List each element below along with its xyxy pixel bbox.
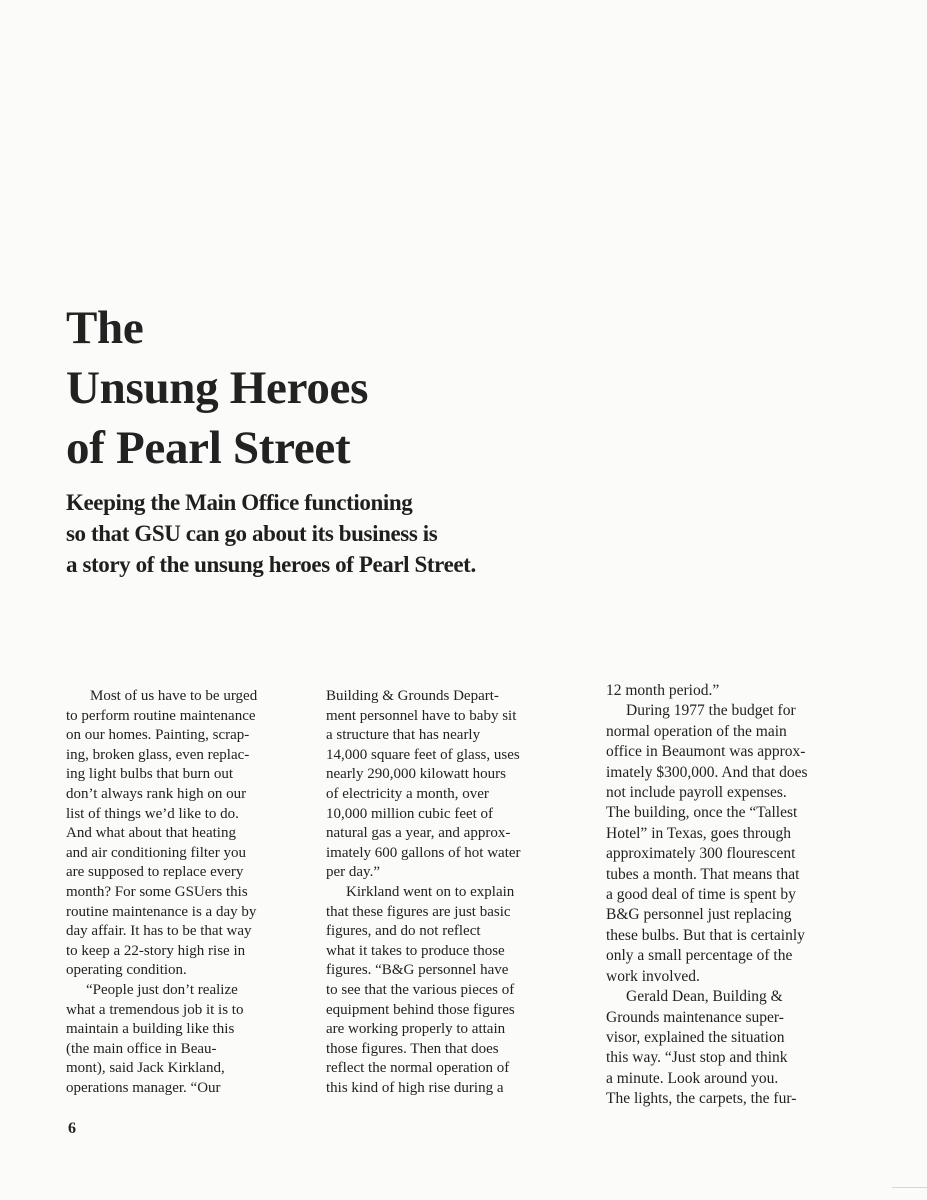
body-line: The building, once the “Tallest [606,804,798,822]
body-line: to see that the various pieces of [326,981,515,998]
body-line: maintain a building like this [66,1021,235,1038]
body-line: a structure that has nearly [326,727,481,744]
body-line: this kind of high rise during a [326,1079,504,1096]
body-line: office in Beaumont was approx- [606,743,806,761]
body-line: (the main office in Beau- [66,1040,217,1057]
headline-line: Unsung Heroes [66,362,369,414]
body-line: are supposed to replace every [66,864,244,881]
headline-line: The [66,302,144,354]
body-column-3 [606,681,856,1110]
deck-line: a story of the unsung heroes of Pearl Street. [66,552,476,577]
body-line: operating condition. [66,962,187,979]
body-line: to keep a 22-story high rise in [66,942,246,959]
body-line: Building & Grounds Depart- [326,688,499,704]
page-edge-divider [892,1187,927,1188]
body-line: a good deal of time is spent by [606,886,796,904]
body-line: those figures. Then that does [326,1040,499,1057]
body-line: day affair. It has to be that way [66,923,252,940]
article-deck [66,487,626,580]
body-line: imately 600 gallons of hot water [326,844,521,861]
body-line: and air conditioning filter you [66,844,246,861]
body-line: what it takes to produce those [326,942,505,959]
headline-line: of Pearl Street [66,422,351,474]
body-line: mont), said Jack Kirkland, [66,1060,225,1077]
body-line: what a tremendous job it is to [66,1001,244,1018]
body-line: B&G personnel just replacing [606,906,792,924]
body-column-2 [326,687,576,1098]
body-line: 12 month period.” [606,682,720,699]
body-column-1 [66,687,316,1098]
body-line: tubes a month. That means that [606,865,800,883]
body-line: ing light bulbs that burn out [66,766,234,783]
body-line: natural gas a year, and approx- [326,825,511,842]
body-line: 10,000 million cubic feet of [326,805,494,822]
body-line: Gerald Dean, Building & [626,988,783,1006]
body-line: not include payroll expenses. [606,784,787,802]
body-line: that these figures are just basic [326,903,511,920]
article-headline [66,298,666,478]
body-line: this way. “Just stop and think [606,1049,788,1067]
body-line: equipment behind those figures [326,1001,515,1018]
body-line: to perform routine maintenance [66,707,256,724]
body-line: ment personnel have to baby sit [326,707,517,724]
body-line: nearly 290,000 kilowatt hours [326,766,506,783]
body-line: only a small percentage of the [606,947,793,965]
body-line: figures, and do not reflect [326,923,481,940]
body-line: approximately 300 flourescent [606,845,796,863]
body-line: per day.” [326,864,380,881]
body-line: on our homes. Painting, scrap- [66,727,250,744]
body-line: Kirkland went on to explain [346,883,515,900]
body-line: figures. “B&G personnel have [326,962,509,979]
body-line: of electricity a month, over [326,785,489,802]
deck-line: Keeping the Main Office functioning [66,490,413,515]
body-line: “People just don’t realize [86,981,238,998]
body-line: Hotel” in Texas, goes through [606,824,792,842]
deck-line: so that GSU can go about its business is [66,521,438,546]
body-line: operations manager. “Our [66,1079,221,1096]
body-line: list of things we’d like to do. [66,805,239,822]
body-line: normal operation of the main [606,722,787,740]
body-line: visor, explained the situation [606,1028,785,1046]
body-line: Grounds maintenance super- [606,1008,784,1026]
body-line: ing, broken glass, even replac- [66,746,250,763]
body-line: these bulbs. But that is certainly [606,926,805,944]
body-line: The lights, the carpets, the fur- [606,1090,797,1108]
body-line: are working properly to attain [326,1021,506,1038]
body-line: reflect the normal operation of [326,1060,510,1077]
body-line: month? For some GSUers this [66,883,248,900]
page-number: 6 [68,1120,76,1137]
body-line: don’t always rank high on our [66,785,247,802]
body-line: work involved. [606,967,700,985]
body-line: During 1977 the budget for [626,702,796,720]
body-line: 14,000 square feet of glass, uses [326,746,520,763]
body-line: a minute. Look around you. [606,1069,779,1087]
body-line: Most of us have to be urged [90,688,258,704]
body-line: imately $300,000. And that does [606,763,808,781]
body-line: routine maintenance is a day by [66,903,257,920]
body-line: And what about that heating [66,825,236,842]
